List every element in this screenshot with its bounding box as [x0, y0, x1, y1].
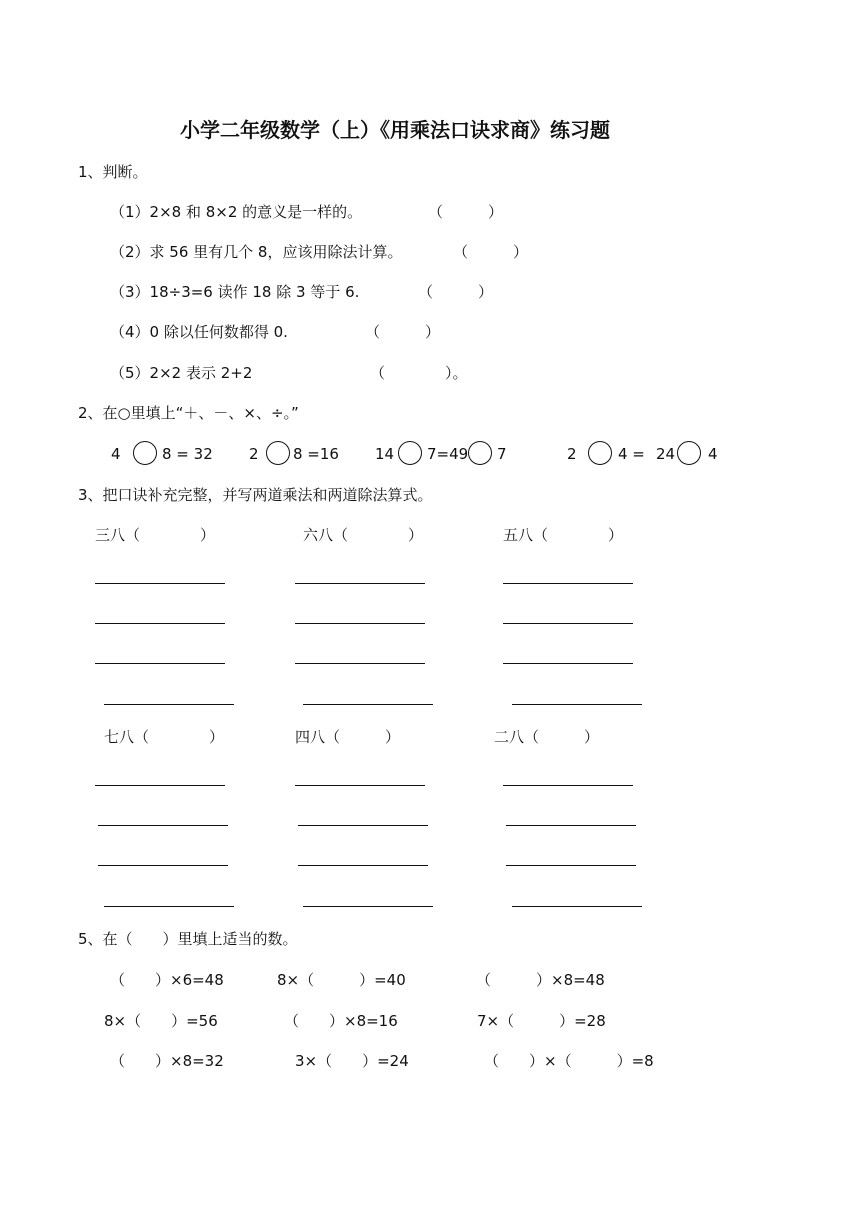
- q2-number: 7: [497, 445, 507, 463]
- q2-number: 4: [111, 445, 121, 463]
- answer-line[interactable]: [298, 825, 428, 826]
- q1-item-3: （3）18÷3=6 读作 18 除 3 等于 6.: [110, 283, 360, 301]
- answer-line[interactable]: [512, 906, 642, 907]
- mnemonic-label-wuba: 五八（ ）: [503, 526, 624, 544]
- q2-number: 4: [708, 445, 718, 463]
- answer-line[interactable]: [95, 583, 225, 584]
- q2-expression: 4 =: [618, 445, 645, 463]
- answer-line[interactable]: [506, 865, 636, 866]
- answer-line[interactable]: [295, 785, 425, 786]
- answer-line[interactable]: [104, 704, 234, 705]
- mnemonic-label-siba: 四八（ ）: [295, 728, 401, 746]
- mnemonic-label-liuba: 六八（ ）: [303, 526, 424, 544]
- answer-line[interactable]: [503, 785, 633, 786]
- answer-line[interactable]: [98, 825, 228, 826]
- q1-answer-blank-4[interactable]: （ ）: [365, 323, 441, 341]
- operator-circle-4[interactable]: [468, 441, 492, 465]
- q2-expression: 8 = 32: [162, 445, 213, 463]
- mnemonic-label-sanba: 三八（ ）: [95, 526, 216, 544]
- fill-in-expression[interactable]: （ ）×8=32: [110, 1052, 224, 1070]
- answer-line[interactable]: [503, 623, 633, 624]
- mnemonic-label-erba: 二八（ ）: [494, 728, 600, 746]
- answer-line[interactable]: [295, 583, 425, 584]
- fill-in-expression[interactable]: （ ）×8=16: [284, 1012, 398, 1030]
- answer-line[interactable]: [506, 825, 636, 826]
- answer-line[interactable]: [95, 623, 225, 624]
- fill-in-expression[interactable]: （ ）×（ ）=8: [484, 1052, 654, 1070]
- q2-expression: 7=49: [427, 445, 469, 463]
- q1-answer-blank-3[interactable]: （ ）: [418, 283, 494, 301]
- answer-line[interactable]: [295, 663, 425, 664]
- q2-number: 2: [567, 445, 577, 463]
- answer-line[interactable]: [303, 906, 433, 907]
- answer-line[interactable]: [98, 865, 228, 866]
- q5-heading: 5、在（ ）里填上适当的数。: [78, 930, 298, 948]
- fill-in-expression[interactable]: （ ）×6=48: [110, 971, 224, 989]
- q1-item-2: （2）求 56 里有几个 8，应该用除法计算。: [110, 243, 403, 261]
- answer-line[interactable]: [95, 785, 225, 786]
- q2-number: 2: [249, 445, 259, 463]
- answer-line[interactable]: [104, 906, 234, 907]
- fill-in-expression[interactable]: （ ）×8=48: [476, 971, 605, 989]
- operator-circle-3[interactable]: [398, 441, 422, 465]
- fill-in-expression[interactable]: 7×（ ）=28: [477, 1012, 606, 1030]
- fill-in-expression[interactable]: 8×（ ）=56: [104, 1012, 218, 1030]
- answer-line[interactable]: [503, 663, 633, 664]
- q1-item-5: （5）2×2 表示 2+2: [110, 364, 253, 382]
- page-title: 小学二年级数学（上）《用乘法口诀求商》练习题: [180, 118, 610, 142]
- q1-answer-blank-2[interactable]: （ ）: [453, 243, 529, 261]
- q2-expression: 8 =16: [293, 445, 339, 463]
- operator-circle-6[interactable]: [677, 441, 701, 465]
- operator-circle-1[interactable]: [133, 441, 157, 465]
- q2-heading: 2、在○里填上“＋、－、×、÷。”: [78, 404, 299, 422]
- answer-line[interactable]: [295, 623, 425, 624]
- fill-in-expression[interactable]: 3×（ ）=24: [295, 1052, 409, 1070]
- q1-answer-blank-5[interactable]: （ ）。: [370, 364, 468, 382]
- answer-line[interactable]: [512, 704, 642, 705]
- q3-heading: 3、把口诀补充完整，并写两道乘法和两道除法算式。: [78, 486, 433, 504]
- answer-line[interactable]: [303, 704, 433, 705]
- fill-in-expression[interactable]: 8×（ ）=40: [277, 971, 406, 989]
- q1-item-1: （1）2×8 和 8×2 的意义是一样的。: [110, 203, 363, 221]
- q2-number: 24: [656, 445, 676, 463]
- q1-heading: 1、判断。: [78, 163, 148, 181]
- answer-line[interactable]: [95, 663, 225, 664]
- answer-line[interactable]: [298, 865, 428, 866]
- mnemonic-label-qiba: 七八（ ）: [104, 728, 225, 746]
- answer-line[interactable]: [503, 583, 633, 584]
- operator-circle-2[interactable]: [266, 441, 290, 465]
- q1-item-4: （4）0 除以任何数都得 0.: [110, 323, 288, 341]
- q1-answer-blank-1[interactable]: （ ）: [428, 203, 504, 221]
- operator-circle-5[interactable]: [588, 441, 612, 465]
- q2-number: 14: [375, 445, 395, 463]
